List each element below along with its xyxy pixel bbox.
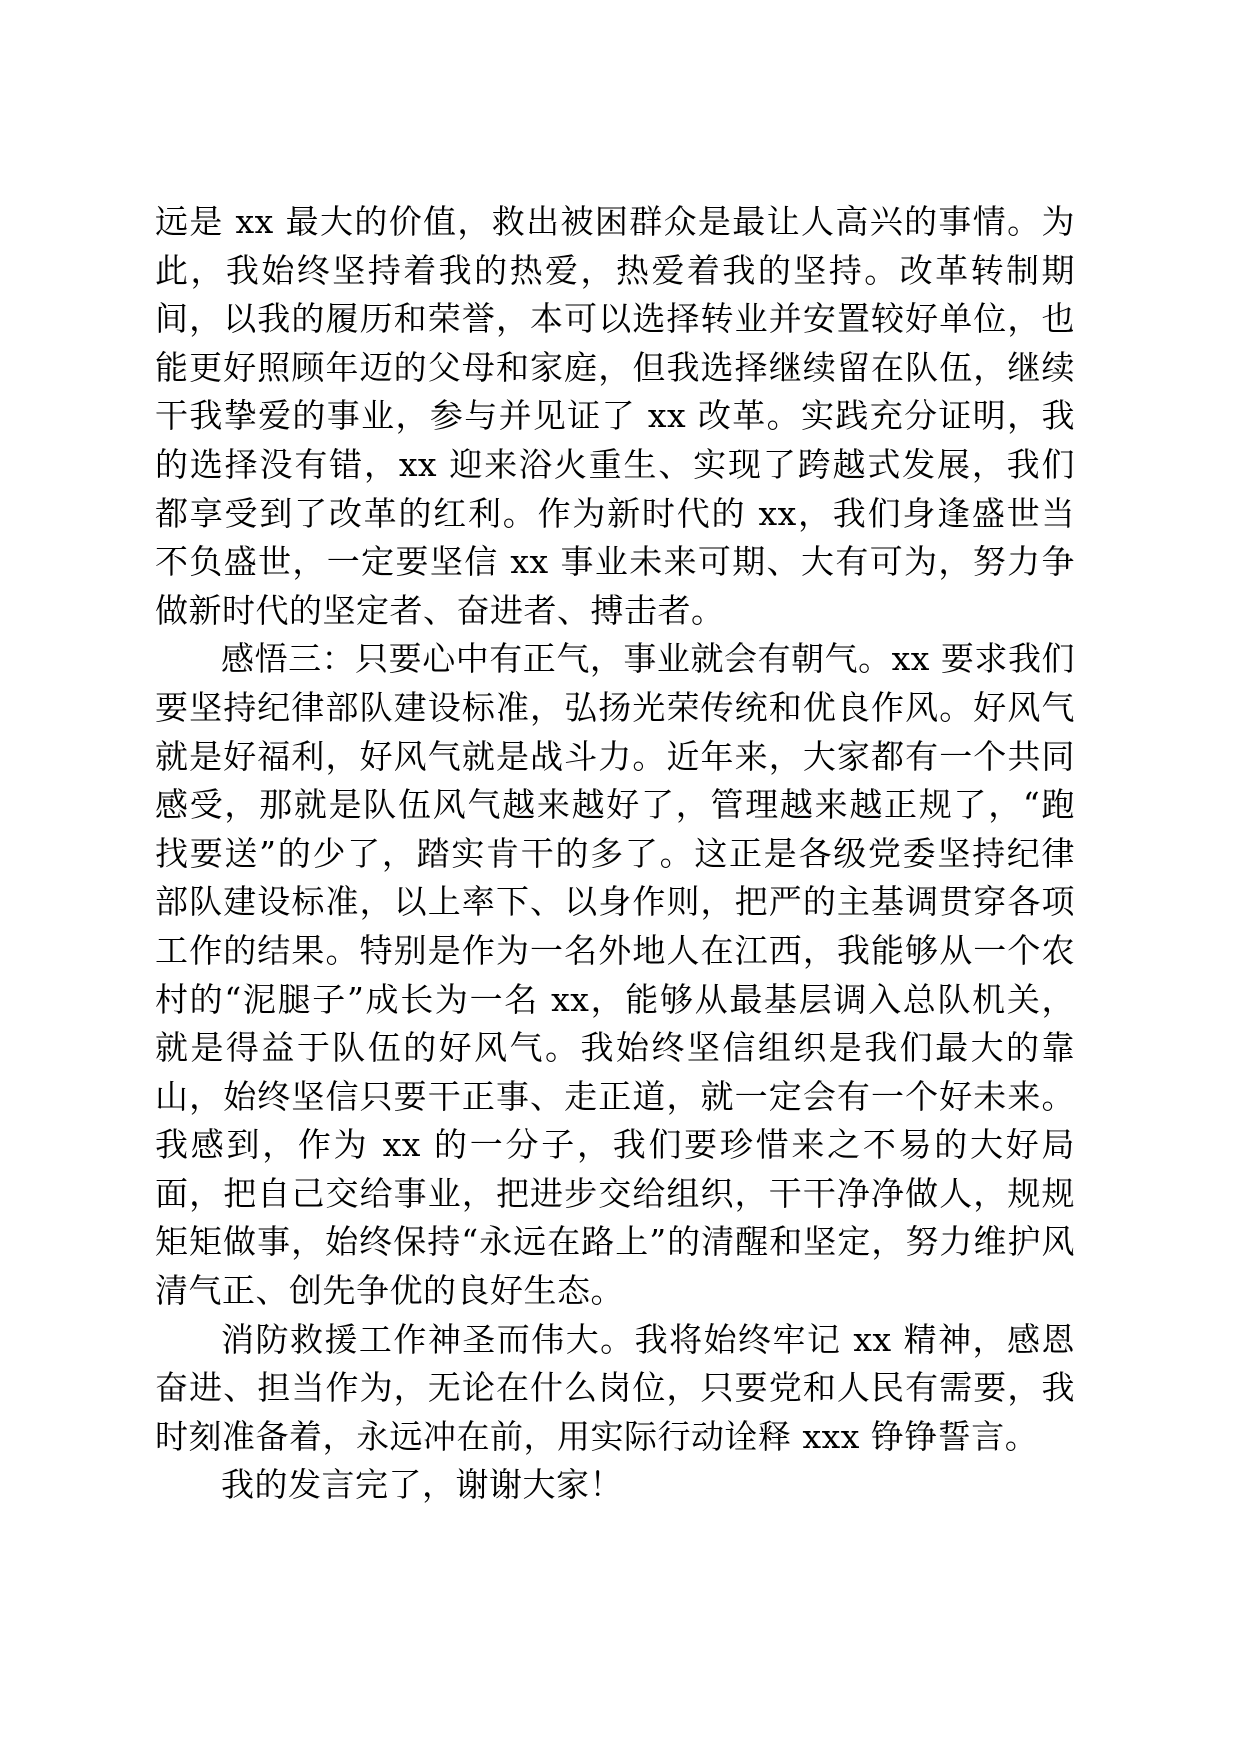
document-body: [155, 198, 1075, 1510]
paragraph-commitment: 消防救援工作神圣而伟大。我将始终牢记 xx 精神，感恩奋进、担当作为，无论在什么岗位，只要党和人民有需要，我时刻准备着，永远冲在前，用实际行动诠释 xxx 铮铮誓言。: [155, 1319, 1075, 1456]
paragraph-insight-three: 感悟三：只要心中有正气，事业就会有朝气。xx 要求我们要坚持纪律部队建设标准，弘扬光荣传统和优良作风。好风气就是好福利，好风气就是战斗力。近年来，大家都有一个共同感受，那就是队伍风气越来越好了，管理越来越正规了，“跑找要送”的少了，踏实肯干的多了。这正是各级党委坚持纪律部队建设标准，以上率下、以身作则，把严的主基调贯穿各项工作的结果。特别是作为一名外地人在江西，我能够从一个农村的“泥腿子”成长为一名 xx，能够从最基层调入总队机关，就是得益于队伍的好风气。我始终坚信组织是我们最大的靠山，始终坚信只要干正事、走正道，就一定会有一个好未来。我感到，作为 xx 的一分子，我们要珍惜来之不易的大好局面，把自己交给事业，把进步交给组织，干干净净做人，规规矩矩做事，始终保持“永远在路上”的清醒和坚定，努力维护风清气正、创先争优的良好生态。: [155, 639, 1075, 1311]
paragraph-continuation: 远是 xx 最大的价值，救出被困群众是最让人高兴的事情。为此，我始终坚持着我的热爱，热爱着我的坚持。改革转制期间，以我的履历和荣誉，本可以选择转业并安置较好单位，也能更好照顾年迈的父母和家庭，但我选择继续留在队伍，继续干我挚爱的事业，参与并见证了 xx 改革。实践充分证明，我的选择没有错，xx 迎来浴火重生、实现了跨越式发展，我们都享受到了改革的红利。作为新时代的 xx，我们身逢盛世当不负盛世，一定要坚信 xx 事业未来可期、大有可为，努力争做新时代的坚定者、奋进者、搏击者。: [155, 202, 1075, 630]
paragraph-closing: 我的发言完了，谢谢大家！: [221, 1465, 623, 1505]
